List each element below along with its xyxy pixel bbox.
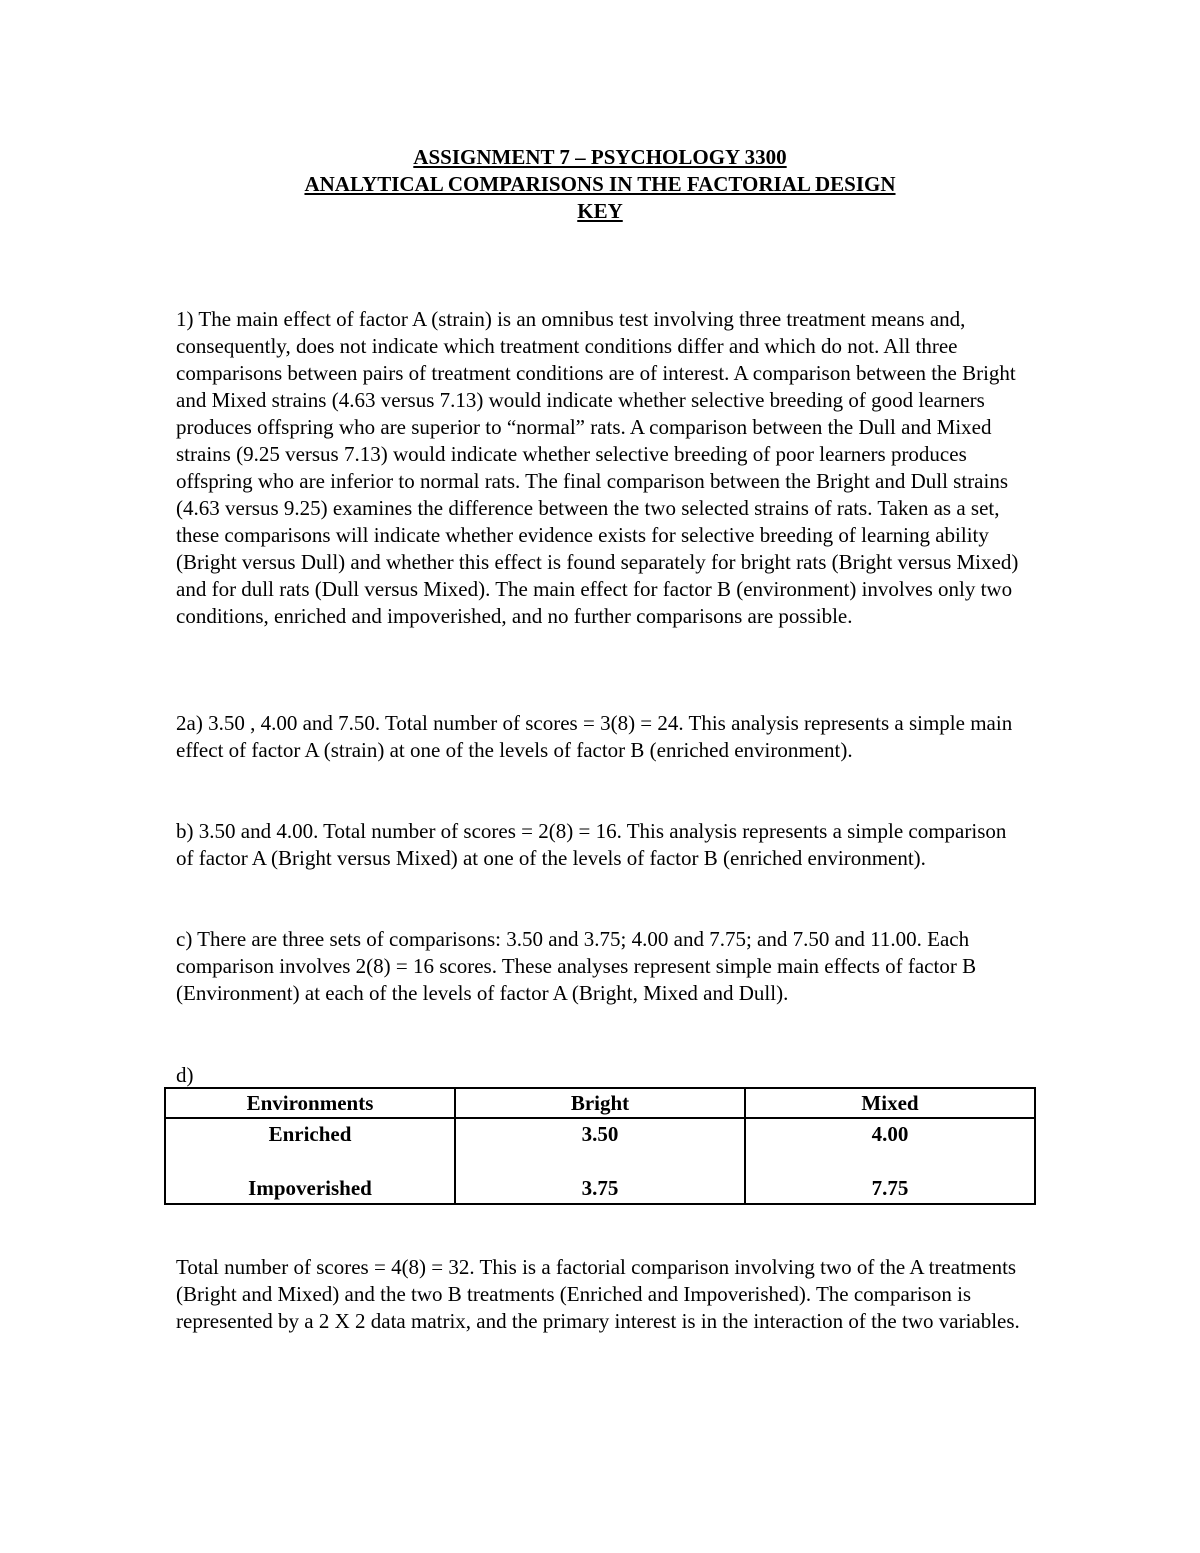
comparison-table <box>164 1087 1036 1205</box>
table-header-environments: Environments <box>165 1088 455 1118</box>
table-cell-impoverished-label: Impoverished <box>165 1175 455 1204</box>
table-cell-enriched-label: Enriched <box>165 1118 455 1175</box>
table-header-row <box>165 1088 1035 1118</box>
assignment-subtitle: ANALYTICAL COMPARISONS IN THE FACTORIAL DESIGN <box>304 172 896 196</box>
table-cell-impoverished-bright: 3.75 <box>455 1175 745 1204</box>
answer-2c-paragraph: c) There are three sets of comparisons: 3.50 and 3.75; 4.00 and 7.75; and 7.50 and 11.00. Each comparison involves 2(8) = 16 scores. These analyses represent simple main effects of factor B (Environment) at each of the levels of factor A (Bright, Mixed and Dull). <box>176 927 977 1005</box>
answer-2b-paragraph: b) 3.50 and 4.00. Total number of scores = 2(8) = 16. This analysis represents a simple comparison of factor A (Bright versus Mixed) at one of the levels of factor B (enriched environment). <box>176 819 1007 870</box>
table-row <box>165 1175 1035 1204</box>
answer-2a-paragraph: 2a) 3.50 , 4.00 and 7.50. Total number of scores = 3(8) = 24. This analysis represents a simple main effect of factor A (strain) at one of the levels of factor B (enriched environment). <box>176 711 1013 762</box>
table-row <box>165 1118 1035 1175</box>
answer-2d-label: d) <box>176 1063 194 1087</box>
answer-2d-followup-paragraph: Total number of scores = 4(8) = 32. This is a factorial comparison involving two of the A treatments (Bright and Mixed) and the two B treatments (Enriched and Impoverished). The comparison is represented by a 2 X 2 data matrix, and the primary interest is in the interaction of the two variables. <box>176 1255 1020 1333</box>
table-cell-enriched-bright: 3.50 <box>455 1118 745 1175</box>
table-header-bright: Bright <box>455 1088 745 1118</box>
document-header <box>0 144 1200 225</box>
answer-1-paragraph: 1) The main effect of factor A (strain) is an omnibus test involving three treatment means and, consequently, does not indicate which treatment conditions differ and which do not. All three comparisons between pairs of treatment conditions are of interest. A comparison between the Bright and Mixed strains (4.63 versus 7.13) would indicate whether selective breeding of good learners produces offspring who are superior to “normal” rats. A comparison between the Dull and Mixed strains (9.25 versus 7.13) would indicate whether selective breeding of poor learners produces offspring who are inferior to normal rats. The final comparison between the Bright and Dull strains (4.63 versus 9.25) examines the difference between the two selected strains of rats. Taken as a set, these comparisons will indicate whether evidence exists for selective breeding of learning ability (Bright versus Dull) and whether this effect is found separately for bright rats (Bright versus Mixed) and for dull rats (Dull versus Mixed). The main effect for factor B (environment) involves only two conditions, enriched and impoverished, and no further comparisons are possible. <box>176 307 1019 628</box>
assignment-title: ASSIGNMENT 7 – PSYCHOLOGY 3300 <box>413 145 787 169</box>
table-header-mixed: Mixed <box>745 1088 1035 1118</box>
table-cell-impoverished-mixed: 7.75 <box>745 1175 1035 1204</box>
key-label: KEY <box>577 199 623 223</box>
table-cell-enriched-mixed: 4.00 <box>745 1118 1035 1175</box>
comparison-table-wrapper <box>164 1087 1036 1205</box>
